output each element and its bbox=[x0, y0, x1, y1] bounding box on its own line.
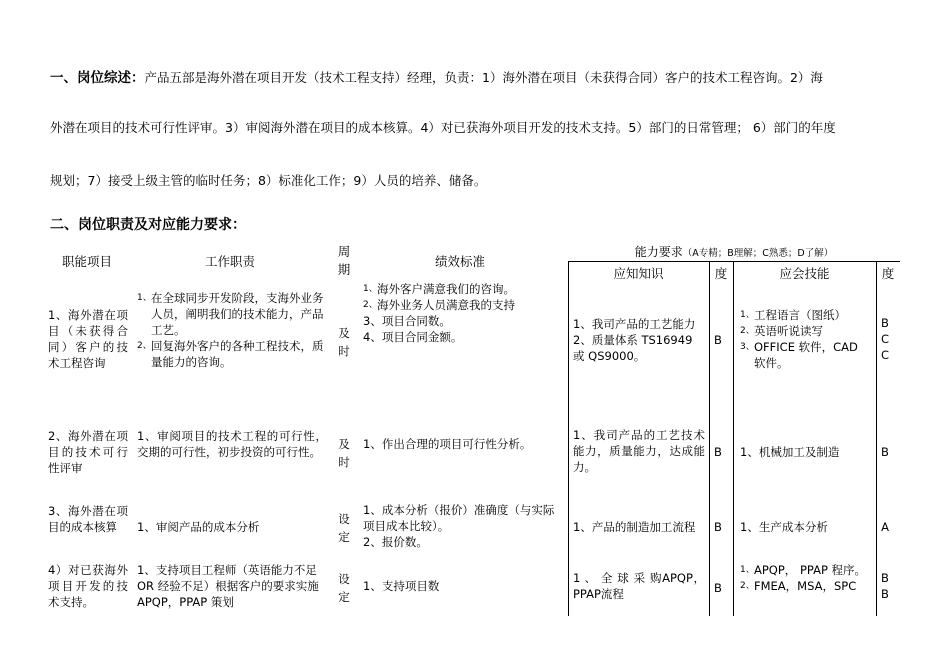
row1-perf-text-4: 项目合同金额。 bbox=[381, 330, 463, 344]
row3-func: 3、海外潜在项目的成本核算 bbox=[48, 504, 128, 534]
row1-duty-num-2: 2、 bbox=[137, 341, 152, 351]
header-ability bbox=[568, 243, 900, 260]
row1-skill-item-3 bbox=[740, 339, 872, 371]
row1-func: 1、海外潜在项目（未获得合同）客户的技术工程咨询 bbox=[48, 308, 128, 370]
row1-duty-item-1 bbox=[137, 290, 332, 338]
row4-knowledge: 1 、 全 球 采 购APQP，PPAP流程 bbox=[573, 571, 705, 601]
summary-line-3: 规划；7）接受上级主管的临时任务；8）标准化工作；9）人员的培养、储备。 bbox=[50, 173, 487, 188]
summary-text-1: 产品五部是海外潜在项目开发（技术工程支持）经理，负责：1）海外潜在项目（未获得合同）客户的技术工程咨询。2）海 bbox=[144, 70, 823, 85]
header-degree-2: 度 bbox=[881, 266, 895, 281]
table-header-divider bbox=[568, 261, 900, 262]
row1-perf-num-1: 1、 bbox=[363, 284, 378, 294]
row3-perf: 1、成本分析（报价）准确度（与实际项目成本比较）。 2、报价数。 bbox=[363, 503, 555, 549]
row1-skill-num-2: 2、 bbox=[740, 326, 755, 336]
row4-duty: 1、支持项目工程师（英语能力不足OR 经验不足）根据客户的要求实施APQP，PPAP 策划 bbox=[137, 563, 319, 609]
table-divider-knowledge-left bbox=[568, 261, 569, 616]
row2-duty: 1、审阅项目的技术工程的可行性，交期的可行性，初步投资的可行性。 bbox=[137, 429, 327, 459]
row1-skill-item-1 bbox=[740, 307, 872, 323]
header-func: 职能项目 bbox=[61, 254, 112, 269]
row4-func: 4）对已获海外项目开发的技术支持。 bbox=[48, 563, 128, 609]
header-skills: 应会技能 bbox=[779, 266, 830, 281]
summary-heading: 一、岗位综述： bbox=[50, 70, 145, 86]
row2-degree-2: B bbox=[881, 445, 889, 459]
header-duty: 工作职责 bbox=[204, 254, 255, 269]
row1-period: 及 时 bbox=[338, 326, 350, 358]
header-ability-label: 能力要求 bbox=[634, 245, 683, 259]
row4-skill-text-2: FMEA，MSA，SPC bbox=[754, 579, 857, 593]
header-perf: 绩效标准 bbox=[434, 254, 485, 269]
row4-skills bbox=[740, 562, 872, 594]
row2-period: 及 时 bbox=[338, 437, 350, 469]
row1-perf-item-2 bbox=[363, 297, 563, 313]
row1-perf-num-2: 2、 bbox=[363, 300, 378, 310]
row1-perf-text-1: 海外客户满意我们的咨询。 bbox=[377, 282, 515, 296]
row1-skill-num-1: 1、 bbox=[740, 310, 755, 320]
row1-perf-num-3: 3、 bbox=[363, 314, 382, 328]
row1-duty-text-2: 回复海外客户的各种工程技术，质量能力的咨询。 bbox=[151, 339, 324, 369]
row1-degree-1: B bbox=[714, 333, 722, 347]
row2-func: 2、海外潜在项目的技术可行性评审 bbox=[48, 429, 128, 475]
header-period-text: 周 期 bbox=[337, 244, 351, 277]
row4-period: 设 定 bbox=[338, 572, 350, 604]
table-divider-degree2-left bbox=[876, 261, 877, 616]
row3-duty: 1、审阅产品的成本分析 bbox=[137, 520, 260, 534]
row2-knowledge: 1、我司产品的工艺技术能力，质量能力，达成能力。 bbox=[573, 428, 705, 474]
row2-skill: 1、机械加工及制造 bbox=[740, 445, 840, 459]
row2-perf: 1、作出合理的项目可行性分析。 bbox=[363, 437, 532, 451]
header-ability-note: （A专精；B理解；C熟悉；D了解） bbox=[682, 248, 834, 259]
row4-skill-num-1: 1、 bbox=[740, 565, 755, 575]
row1-perf-text-3: 项目合同数。 bbox=[381, 314, 451, 328]
row4-degree-1: B bbox=[714, 581, 722, 595]
header-period bbox=[334, 243, 354, 279]
row1-skill-text-1: 工程语言（图纸） bbox=[754, 308, 846, 322]
row1-skill-text-3: OFFICE 软件，CAD 软件。 bbox=[754, 340, 858, 370]
row1-skill-item-2 bbox=[740, 323, 872, 339]
row1-duty bbox=[137, 290, 332, 370]
summary-line-1 bbox=[50, 66, 823, 86]
header-knowledge: 应知知识 bbox=[613, 266, 664, 281]
row4-skill-num-2: 2、 bbox=[740, 581, 755, 591]
row1-knowledge: 1、我司产品的工艺能力 2、质量体系 TS16949 或 QS9000。 bbox=[573, 317, 696, 363]
row1-degree-2: B C C bbox=[880, 316, 890, 362]
row1-perf-num-4: 4、 bbox=[363, 330, 382, 344]
section-2-title: 二、岗位职责及对应能力要求： bbox=[50, 217, 246, 233]
row4-skill-text-1: APQP， PPAP 程序。 bbox=[754, 563, 867, 577]
row1-perf-item-3 bbox=[363, 313, 563, 329]
row3-degree-1: B bbox=[714, 520, 722, 534]
summary-line-2: 外潜在项目的技术可行性评审。3）审阅海外潜在项目的成本核算。4）对已获海外项目开发的技术支持。5）部门的日常管理； 6）部门的年度 bbox=[50, 120, 836, 135]
header-degree-1: 度 bbox=[714, 266, 728, 281]
row4-degree-2: B B bbox=[881, 571, 889, 601]
row1-skills bbox=[740, 307, 872, 371]
row1-skill-text-2: 英语听说读写 bbox=[754, 324, 823, 338]
row3-degree-2: A bbox=[881, 520, 889, 534]
row1-duty-num-1: 1、 bbox=[137, 293, 152, 303]
row2-degree-1: B bbox=[714, 445, 722, 459]
row1-perf-item-4 bbox=[363, 329, 563, 345]
row3-period: 设 定 bbox=[338, 512, 350, 544]
row1-perf-text-2: 海外业务人员满意我的支持 bbox=[377, 298, 515, 312]
row4-skill-item-2 bbox=[740, 578, 872, 594]
row4-perf: 1、支持项目数 bbox=[363, 579, 440, 593]
row1-duty-text-1: 在全球同步开发阶段，支海外业务人员，阐明我们的技术能力，产品工艺。 bbox=[151, 291, 324, 337]
table-divider-degree1-right bbox=[733, 261, 734, 616]
row1-skill-num-3: 3、 bbox=[740, 342, 755, 352]
row1-duty-item-2 bbox=[137, 338, 332, 370]
row4-skill-item-1 bbox=[740, 562, 872, 578]
row1-perf bbox=[363, 281, 563, 345]
row1-perf-item-1 bbox=[363, 281, 563, 297]
row3-knowledge: 1、产品的制造加工流程 bbox=[573, 520, 696, 534]
row3-skill: 1、生产成本分析 bbox=[740, 520, 828, 534]
table-divider-degree1-left bbox=[709, 261, 710, 616]
